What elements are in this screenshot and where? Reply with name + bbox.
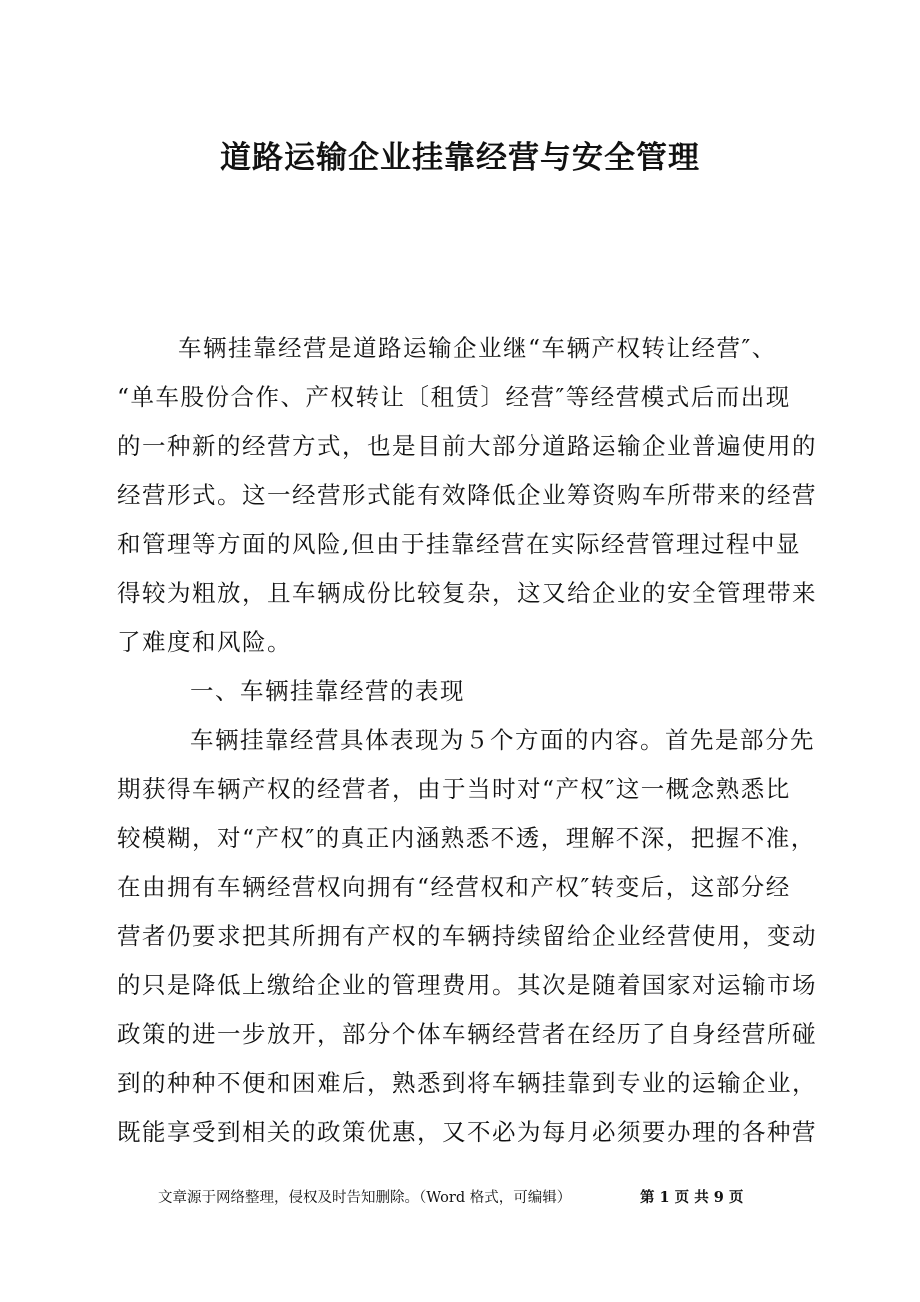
paragraph-line: 营者仍要求把其所拥有产权的车辆持续留给企业经营使用，变动 <box>117 922 817 950</box>
footer-notice: 文章源于网络整理，侵权及时告知删除。（Word 格式，可编辑） <box>158 1190 572 1206</box>
paragraph-line: 车辆挂靠经营是道路运输企业继“车辆产权转让经营″、 <box>178 334 777 362</box>
paragraph-line: 的一种新的经营方式，也是目前大部分道路运输企业普遍使用的 <box>117 432 817 460</box>
document-title: 道路运输企业挂靠经营与安全管理 <box>220 140 700 176</box>
paragraph-line: 期获得车辆产权的经营者，由于当时对“产权″这一概念熟悉比 <box>117 775 791 803</box>
section-heading: 一、车辆挂靠经营的表现 <box>190 677 465 705</box>
paragraph-line: 的只是降低上缴给企业的管理费用。其次是随着国家对运输市场 <box>117 971 817 999</box>
paragraph-line: 在由拥有车辆经营权向拥有“经营权和产权″转变后，这部分经 <box>117 873 791 901</box>
paragraph-line: 经营形式。这一经营形式能有效降低企业筹资购车所带来的经营 <box>117 481 817 509</box>
paragraph-line: “单车股份合作、产权转让〔租赁〕经营″等经营模式后而出现 <box>117 383 791 411</box>
page-number: 第 1 页 共 9 页 <box>640 1189 744 1206</box>
paragraph-line: 和管理等方面的风险,但由于挂靠经营在实际经营管理过程中显 <box>117 530 801 558</box>
page-footer <box>0 1186 920 1210</box>
paragraph-line: 政策的进一步放开，部分个体车辆经营者在经历了自身经营所碰 <box>117 1020 817 1048</box>
paragraph-line: 了难度和风险。 <box>117 628 292 656</box>
paragraph-line: 较模糊，对“产权″的真正内涵熟悉不透，理解不深，把握不准， <box>117 824 816 852</box>
paragraph-line: 得较为粗放，且车辆成份比较复杂，这又给企业的安全管理带来 <box>117 579 817 607</box>
paragraph-line: 到的种种不便和困难后，熟悉到将车辆挂靠到专业的运输企业， <box>117 1069 817 1097</box>
paragraph-line: 既能享受到相关的政策优惠，又不必为每月必须要办理的各种营 <box>117 1118 817 1146</box>
paragraph-line: 车辆挂靠经营具体表现为５个方面的内容。首先是部分先 <box>190 726 815 754</box>
